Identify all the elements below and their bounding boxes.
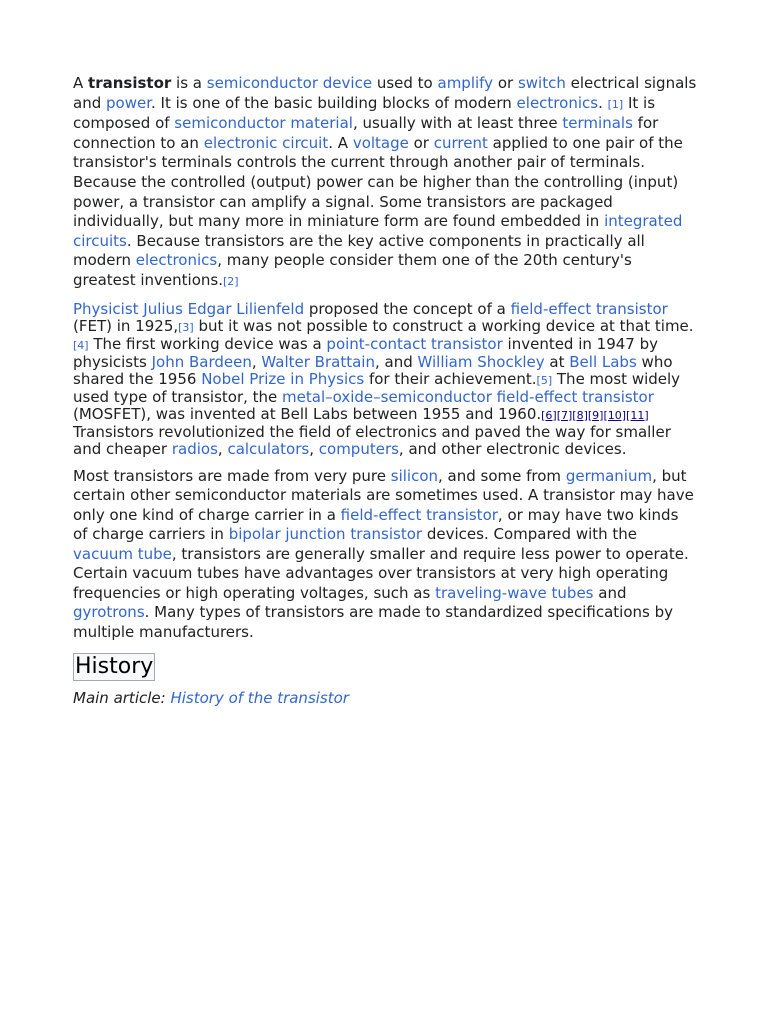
text-span: Most transistors are made from very pure bbox=[73, 466, 391, 485]
history-summary-paragraph bbox=[73, 301, 697, 458]
link-switch[interactable]: switch bbox=[517, 74, 566, 92]
text-span: proposed the concept of a bbox=[304, 299, 511, 318]
text-span: for connection to an bbox=[73, 114, 659, 152]
link-electronic-circuit[interactable]: electronic circuit bbox=[203, 133, 329, 152]
link-lilienfeld[interactable]: Physicist Julius Edgar Lilienfeld bbox=[73, 299, 305, 318]
link-voltage[interactable]: voltage bbox=[352, 133, 409, 152]
main-article-hatnote bbox=[73, 689, 697, 708]
text-span: for their achievement. bbox=[364, 369, 537, 388]
link-integrated-circuits[interactable]: integrated circuits bbox=[73, 212, 683, 250]
link-bipolar-junction-transistor[interactable]: bipolar junction transistor bbox=[228, 525, 423, 544]
text-span: , many people consider them one of the 20th century's greatest inventions. bbox=[73, 251, 632, 289]
link-william-shockley[interactable]: William Shockley bbox=[417, 352, 545, 371]
link-semiconductor-device[interactable]: semiconductor device bbox=[206, 74, 373, 92]
text-span: devices. Compared with the bbox=[422, 525, 638, 544]
link-terminals[interactable]: terminals bbox=[562, 114, 633, 133]
link-nobel-prize-physics[interactable]: Nobel Prize in Physics bbox=[201, 369, 365, 388]
link-silicon[interactable]: silicon bbox=[390, 466, 438, 485]
link-calculators[interactable]: calculators bbox=[227, 439, 310, 458]
text-span: used to bbox=[372, 74, 438, 92]
text-span: , bbox=[251, 352, 262, 371]
text-span: at bbox=[544, 352, 570, 371]
article-subject-bold: transistor bbox=[88, 74, 172, 92]
text-span: . bbox=[598, 93, 603, 112]
link-semiconductor-material[interactable]: semiconductor material bbox=[174, 114, 353, 133]
text-span: electrical signals and bbox=[73, 74, 697, 112]
text-span: Transistors revolutionized the field of electronics and paved the way for smaller and cheaper bbox=[73, 422, 671, 458]
text-span: is a bbox=[171, 74, 207, 92]
link-point-contact-transistor[interactable]: point-contact transistor bbox=[326, 334, 503, 353]
text-span: , and some from bbox=[438, 466, 566, 485]
link-current[interactable]: current bbox=[433, 133, 488, 152]
citation-4[interactable]: [4] bbox=[73, 338, 89, 352]
history-heading: History bbox=[75, 654, 154, 680]
text-span: , and other electronic devices. bbox=[398, 439, 627, 458]
citation-1[interactable]: [1] bbox=[607, 97, 624, 111]
text-span: applied to one pair of the transistor's terminals controls the current through another pair of terminals. Because the controlled (output) power can be higher than the controlling (input) power, a transistor can amplify a signal. Some transistors are packaged individually, but many more in miniature form are found embedded in bbox=[73, 133, 683, 231]
link-radios[interactable]: radios bbox=[171, 439, 218, 458]
text-span: , usually with at least three bbox=[352, 114, 563, 133]
citations-6-11[interactable]: [6][7][8][9][10][11] bbox=[541, 408, 649, 422]
text-span: , transistors are generally smaller and require less power to operate. Certain vacuum tubes have advantages over transistors at very high operating frequencies or high operating voltages, such as bbox=[73, 544, 689, 602]
link-amplify[interactable]: amplify bbox=[437, 74, 494, 92]
link-electronics-2[interactable]: electronics bbox=[135, 251, 218, 270]
text-span: . It is one of the basic building blocks of modern bbox=[151, 93, 517, 112]
text-span: The most widely used type of transistor, the bbox=[73, 369, 681, 406]
text-span: (FET) in 1925, bbox=[73, 316, 179, 335]
link-john-bardeen[interactable]: John Bardeen bbox=[151, 352, 252, 371]
link-gyrotrons[interactable]: gyrotrons bbox=[73, 603, 145, 622]
text-span: , bbox=[309, 439, 319, 458]
text-span: or bbox=[408, 133, 434, 152]
link-field-effect-transistor[interactable]: field-effect transistor bbox=[510, 299, 668, 318]
link-mosfet[interactable]: metal–oxide–semiconductor field-effect transistor bbox=[282, 387, 654, 406]
citation-5[interactable]: [5] bbox=[536, 373, 553, 387]
text-span: , but certain other semiconductor materials are sometimes used. A transistor may have only one kind of charge carrier in a bbox=[73, 466, 694, 524]
text-span: , and bbox=[374, 352, 418, 371]
link-field-effect-transistor-2[interactable]: field-effect transistor bbox=[340, 505, 498, 524]
text-span: . A bbox=[328, 133, 353, 152]
link-walter-brattain[interactable]: Walter Brattain bbox=[261, 352, 375, 371]
text-span: , or may have two kinds of charge carriers in bbox=[73, 505, 679, 544]
link-germanium[interactable]: germanium bbox=[565, 466, 653, 485]
text-span: A bbox=[73, 74, 89, 92]
link-electronics[interactable]: electronics bbox=[516, 93, 599, 112]
text-span: invented in 1947 by physicists bbox=[73, 334, 659, 371]
text-span: , bbox=[217, 439, 228, 458]
text-span: and bbox=[593, 583, 627, 602]
materials-paragraph bbox=[73, 467, 697, 643]
text-span: The first working device was a bbox=[88, 334, 327, 353]
text-span: . Many types of transistors are made to standardized specifications by multiple manufacturers. bbox=[73, 603, 673, 641]
citation-2[interactable]: [2] bbox=[222, 274, 239, 288]
link-history-of-the-transistor[interactable]: History of the transistor bbox=[170, 689, 349, 708]
text-span: or bbox=[493, 74, 518, 92]
link-vacuum-tube[interactable]: vacuum tube bbox=[73, 544, 172, 563]
citation-3[interactable]: [3] bbox=[178, 320, 194, 334]
link-traveling-wave-tubes[interactable]: traveling-wave tubes bbox=[435, 583, 594, 602]
hatnote-prefix: Main article: bbox=[73, 689, 171, 708]
link-power[interactable]: power bbox=[106, 93, 151, 112]
intro-paragraph bbox=[73, 74, 697, 292]
text-span: (MOSFET), was invented at Bell Labs between 1955 and 1960. bbox=[73, 404, 542, 423]
text-span: who shared the 1956 bbox=[73, 352, 673, 388]
text-span: but it was not possible to construct a working device at that time. bbox=[193, 316, 694, 335]
text-span: . Because transistors are the key active components in practically all modern bbox=[73, 231, 645, 270]
link-bell-labs[interactable]: Bell Labs bbox=[569, 352, 637, 371]
text-span: It is composed of bbox=[73, 93, 656, 133]
link-computers[interactable]: computers bbox=[318, 439, 399, 458]
article-body bbox=[73, 74, 697, 708]
